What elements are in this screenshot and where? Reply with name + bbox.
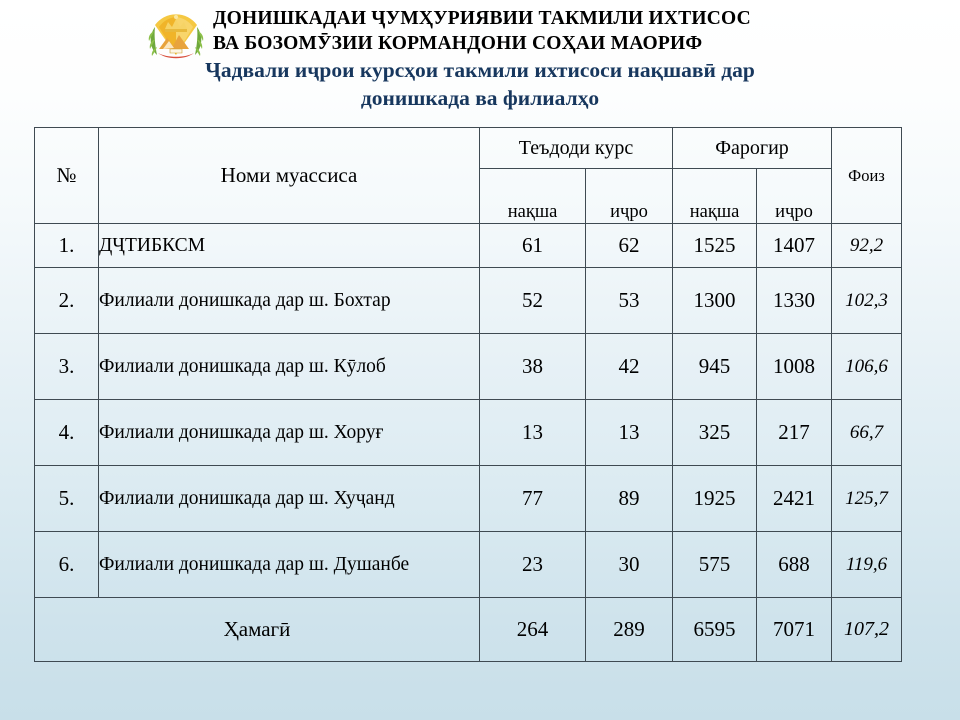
total-label: Ҳамагӣ xyxy=(35,598,480,662)
row-coverage-done: 688 xyxy=(757,532,832,598)
total-courses-plan: 264 xyxy=(480,598,586,662)
row-number: 4. xyxy=(35,400,99,466)
table-row xyxy=(35,268,902,334)
row-coverage-plan: 945 xyxy=(673,334,757,400)
table-row xyxy=(35,334,902,400)
row-percent: 119,6 xyxy=(832,532,902,598)
page-title xyxy=(120,56,840,112)
row-coverage-done: 2421 xyxy=(757,466,832,532)
organization-name-line-2: ВА БОЗОМӮЗИИ КОРМАНДОНИ СОҲАИ МАОРИФ xyxy=(213,33,703,54)
organization-name-line-1: ДОНИШКАДАИ ҶУМҲУРИЯВИИ ТАКМИЛИ ИХТИСОС xyxy=(213,8,751,29)
row-institution-name: Филиали донишкада дар ш. Душанбе xyxy=(99,532,480,598)
row-percent: 106,6 xyxy=(832,334,902,400)
row-coverage-plan: 325 xyxy=(673,400,757,466)
table-header-row-top xyxy=(35,128,902,169)
organization-header xyxy=(145,4,845,63)
column-header-courses-done: иҷро xyxy=(586,169,673,224)
row-coverage-done: 1008 xyxy=(757,334,832,400)
row-coverage-done: 217 xyxy=(757,400,832,466)
row-percent: 66,7 xyxy=(832,400,902,466)
column-header-number: № xyxy=(35,128,99,224)
table-row xyxy=(35,466,902,532)
document-header xyxy=(0,0,960,122)
tajikistan-emblem-icon xyxy=(145,5,207,63)
row-number: 2. xyxy=(35,268,99,334)
row-institution-name: Филиали донишкада дар ш. Хоруғ xyxy=(99,400,480,466)
row-institution-name: ДҶТИБКСМ xyxy=(99,224,480,268)
row-number: 1. xyxy=(35,224,99,268)
courses-execution-table xyxy=(34,127,902,662)
row-coverage-plan: 1525 xyxy=(673,224,757,268)
table-header xyxy=(35,128,902,224)
row-percent: 102,3 xyxy=(832,268,902,334)
row-institution-name: Филиали донишкада дар ш. Бохтар xyxy=(99,268,480,334)
column-header-percent: Фоиз xyxy=(832,128,902,224)
table-row xyxy=(35,400,902,466)
total-percent: 107,2 xyxy=(832,598,902,662)
total-coverage-plan: 6595 xyxy=(673,598,757,662)
row-number: 5. xyxy=(35,466,99,532)
row-courses-done: 13 xyxy=(586,400,673,466)
row-coverage-done: 1407 xyxy=(757,224,832,268)
table-body xyxy=(35,224,902,662)
row-courses-plan: 13 xyxy=(480,400,586,466)
column-header-coverage-done: иҷро xyxy=(757,169,832,224)
row-courses-done: 89 xyxy=(586,466,673,532)
row-courses-done: 42 xyxy=(586,334,673,400)
total-courses-done: 289 xyxy=(586,598,673,662)
row-courses-plan: 52 xyxy=(480,268,586,334)
table-row xyxy=(35,224,902,268)
row-coverage-plan: 1925 xyxy=(673,466,757,532)
row-percent: 125,7 xyxy=(832,466,902,532)
row-institution-name: Филиали донишкада дар ш. Хуҷанд xyxy=(99,466,480,532)
row-coverage-plan: 1300 xyxy=(673,268,757,334)
row-courses-plan: 61 xyxy=(480,224,586,268)
table-row xyxy=(35,532,902,598)
total-coverage-done: 7071 xyxy=(757,598,832,662)
row-coverage-plan: 575 xyxy=(673,532,757,598)
column-header-institution: Номи муассиса xyxy=(99,128,480,224)
row-institution-name: Филиали донишкада дар ш. Кӯлоб xyxy=(99,334,480,400)
row-percent: 92,2 xyxy=(832,224,902,268)
row-courses-done: 30 xyxy=(586,532,673,598)
row-coverage-done: 1330 xyxy=(757,268,832,334)
column-header-coverage-plan: нақша xyxy=(673,169,757,224)
column-header-courses-plan: нақша xyxy=(480,169,586,224)
row-courses-plan: 23 xyxy=(480,532,586,598)
page-title-line-1: Ҷадвали иҷрои курсҳои такмили ихтисоси нақшавӣ дар xyxy=(205,58,755,82)
page-title-line-2: донишкада ва филиалҳо xyxy=(360,86,600,110)
column-group-header-coverage: Фарогир xyxy=(673,128,832,169)
row-courses-plan: 38 xyxy=(480,334,586,400)
row-courses-done: 62 xyxy=(586,224,673,268)
data-table-container xyxy=(34,127,901,662)
table-total-row xyxy=(35,598,902,662)
row-number: 6. xyxy=(35,532,99,598)
row-courses-done: 53 xyxy=(586,268,673,334)
row-courses-plan: 77 xyxy=(480,466,586,532)
column-group-header-courses: Теъдоди курс xyxy=(480,128,673,169)
row-number: 3. xyxy=(35,334,99,400)
